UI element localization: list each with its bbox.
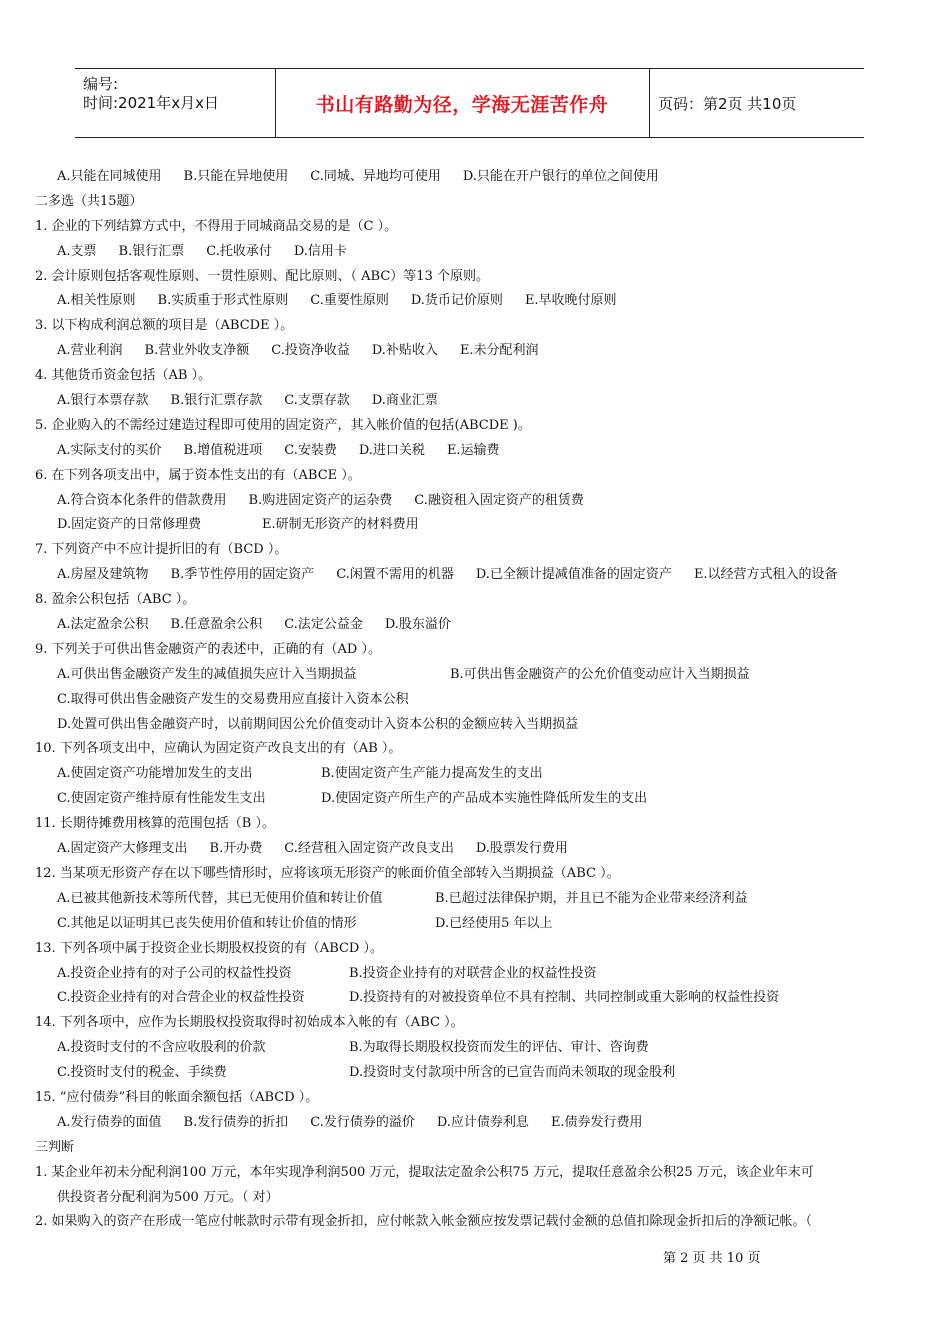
option-item: A.符合资本化条件的借款费用 xyxy=(57,492,227,508)
text-line: 6. 在下列各项支出中，属于资本性支出的有（ABCE ）。 xyxy=(35,467,361,483)
option-item: A.可供出售金融资产发生的减值损失应计入当期损益 xyxy=(57,666,357,682)
option-item: A.使固定资产功能增加发生的支出 xyxy=(57,766,253,782)
option-item: D.进口关税 xyxy=(358,442,425,458)
option-item: B.季节性停用的固定资产 xyxy=(170,567,315,583)
option-item: D.信用卡 xyxy=(293,243,347,259)
text-line: 8. 盈余公积包括（ABC ）。 xyxy=(35,592,196,608)
options-line xyxy=(35,762,915,787)
text-line: 供投资者分配利润为500 万元。（ 对） xyxy=(57,1189,279,1205)
option-item: B.购进固定资产的运杂费 xyxy=(248,492,393,508)
text-line: 7. 下列资产中不应计提折旧的有（BCD ）。 xyxy=(35,542,288,558)
option-item: C.发行债券的溢价 xyxy=(310,1114,415,1130)
options-line xyxy=(35,837,915,862)
options-line xyxy=(35,389,915,414)
options-line xyxy=(35,1036,915,1061)
header-meta-cell xyxy=(75,69,276,137)
text-line: 5. 企业购入的不需经过建造过程即可使用的固定资产，其入帐价值的包括(ABCDE )。 xyxy=(35,417,531,433)
option-item: C.安装费 xyxy=(284,442,337,458)
option-item: D.货币记价原则 xyxy=(410,293,503,309)
options-line xyxy=(35,1111,915,1136)
header-motto-cell xyxy=(275,69,650,137)
motto-text: 书山有路勤为径，学海无涯苦作舟 xyxy=(315,93,609,116)
option-item: A.房屋及建筑物 xyxy=(57,567,149,583)
option-item: A.固定资产大修理支出 xyxy=(57,841,188,857)
option-item: D.股票发行费用 xyxy=(475,841,568,857)
option-item: D.投资持有的对被投资单位不具有控制、共同控制或重大影响的权益性投资 xyxy=(349,990,780,1006)
option-item: B.为取得长期股权投资而发生的评估、审计、咨询费 xyxy=(349,1040,649,1056)
text-line: 14. 下列各项中，应作为长期股权投资取得时初始成本入帐的有（ABC ）。 xyxy=(35,1015,464,1031)
option-item: C.法定公益金 xyxy=(284,617,363,633)
time-label: 时间:2021年x月x日 xyxy=(83,94,219,112)
options-line xyxy=(35,887,915,912)
option-item: B.只能在异地使用 xyxy=(183,169,289,184)
options-line xyxy=(35,986,915,1011)
text-line: 二多选（共15题） xyxy=(35,193,143,209)
option-item: C.其他足以证明其已丧失使用价值和转让价值的情形 xyxy=(57,915,357,931)
page-label: 页码：第2页 共10页 xyxy=(658,94,797,113)
text-line: 15. “应付债券”科目的帐面余额包括（ABCD ）。 xyxy=(35,1089,319,1105)
option-item: E.未分配利润 xyxy=(459,343,539,359)
options-line xyxy=(35,713,915,738)
text-line: 三判断 xyxy=(35,1139,75,1155)
options-line xyxy=(35,339,915,364)
option-item: B.发行债券的折扣 xyxy=(183,1114,289,1130)
option-item: C.托收承付 xyxy=(206,243,272,259)
header-page-cell xyxy=(650,69,864,137)
options-line xyxy=(35,165,915,190)
option-item: D.应计债券利息 xyxy=(436,1114,529,1130)
text-line: 1. 企业的下列结算方式中，不得用于同城商品交易的是（C ）。 xyxy=(35,218,398,234)
option-item: A.银行本票存款 xyxy=(57,393,149,409)
option-item: C.经营租入固定资产改良支出 xyxy=(284,841,454,857)
option-item: D.处置可供出售金融资产时，以前期间因公允价值变动计入资本公积的金额应转入当期损益 xyxy=(57,716,579,732)
option-item: A.支票 xyxy=(57,243,97,259)
option-item: A.营业利润 xyxy=(57,343,123,359)
options-line xyxy=(35,1061,915,1086)
page-footer: 第 2 页 共 10 页 xyxy=(663,1251,761,1266)
option-item: C.取得可供出售金融资产发生的交易费用应直接计入资本公积 xyxy=(57,691,409,707)
text-line: 2. 如果购入的资产在形成一笔应付帐款时示带有现金折扣，应付帐款入帐金额应按发票记载付金额的总值扣除现金折扣后的净额记帐。（ xyxy=(35,1214,813,1230)
option-item: E.运输费 xyxy=(446,442,500,458)
option-item: A.投资企业持有的对子公司的权益性投资 xyxy=(57,965,292,981)
option-item: C.重要性原则 xyxy=(310,293,389,309)
option-item: C.融资租入固定资产的租赁费 xyxy=(414,492,584,508)
option-item: C.同城、异地均可使用 xyxy=(310,169,441,184)
option-item: D.投资时支付款项中所含的已宣告而尚未领取的现金股利 xyxy=(349,1065,676,1081)
text-line: 4. 其他货币资金包括（AB ）。 xyxy=(35,368,212,384)
option-item: A.法定盈余公积 xyxy=(57,617,149,633)
options-line xyxy=(35,563,915,588)
options-line xyxy=(35,962,915,987)
option-item: A.只能在同城使用 xyxy=(57,169,162,184)
text-line: 1. 某企业年初未分配利润100 万元，本年实现净利润500 万元，提取法定盈余公积75 万元，提取任意盈余公积25 万元，该企业年末可 xyxy=(35,1164,814,1180)
option-item: D.已经使用5 年以上 xyxy=(435,915,553,931)
options-line xyxy=(35,513,915,538)
option-item: A.发行债券的面值 xyxy=(57,1114,162,1130)
option-item: C.支票存款 xyxy=(284,393,350,409)
option-item: E.早收晚付原则 xyxy=(524,293,617,309)
option-item: B.增值税进项 xyxy=(183,442,263,458)
option-item: C.投资净收益 xyxy=(271,343,350,359)
option-item: A.相关性原则 xyxy=(57,293,136,309)
options-line xyxy=(35,289,915,314)
option-item: B.银行汇票 xyxy=(118,243,185,259)
option-item: B.使固定资产生产能力提高发生的支出 xyxy=(321,766,543,782)
option-item: C.闲置不需用的机器 xyxy=(336,567,454,583)
option-item: A.投资时支付的不含应收股利的价款 xyxy=(57,1040,266,1056)
text-line: 3. 以下构成利润总额的项目是（ABCDE ）。 xyxy=(35,318,294,334)
option-item: C.使固定资产维持原有性能发生支出 xyxy=(57,791,266,807)
text-line: 2. 会计原则包括客观性原则、一贯性原则、配比原则、（ ABC）等13 个原则。 xyxy=(35,268,489,284)
option-item: C.投资时支付的税金、手续费 xyxy=(57,1065,227,1081)
option-item: D.固定资产的日常修理费 xyxy=(57,517,202,533)
option-item: D.股东溢价 xyxy=(384,617,451,633)
text-line: 13. 下列各项中属于投资企业长期股权投资的有（ABCD ）。 xyxy=(35,940,383,956)
text-line: 10. 下列各项支出中，应确认为固定资产改良支出的有（AB ）。 xyxy=(35,741,402,757)
option-item: D.商业汇票 xyxy=(371,393,438,409)
option-item: B.银行汇票存款 xyxy=(170,393,263,409)
option-item: B.投资企业持有的对联营企业的权益性投资 xyxy=(349,965,597,981)
options-line xyxy=(35,613,915,638)
option-item: E.以经营方式租入的设备 xyxy=(693,567,838,583)
option-item: D.已全额计提减值准备的固定资产 xyxy=(475,567,672,583)
text-line: 12. 当某项无形资产存在以下哪些情形时，应将该项无形资产的帐面价值全部转入当期损益（ABC ）。 xyxy=(35,865,620,881)
page-header xyxy=(75,68,864,138)
options-line xyxy=(35,663,915,688)
option-item: D.补贴收入 xyxy=(371,343,438,359)
option-item: B.开办费 xyxy=(209,841,263,857)
options-line xyxy=(35,688,915,713)
number-label: 编号: xyxy=(83,75,119,93)
options-line xyxy=(35,240,915,265)
option-item: B.已超过法律保护期，并且已不能为企业带来经济利益 xyxy=(435,890,748,906)
options-line xyxy=(35,439,915,464)
option-item: A.实际支付的买价 xyxy=(57,442,162,458)
option-item: B.实质重于形式性原则 xyxy=(157,293,289,309)
options-line xyxy=(35,489,915,514)
option-item: E.研制无形资产的材料费用 xyxy=(262,517,419,533)
option-item: B.营业外收支净额 xyxy=(144,343,250,359)
option-item: E.债券发行费用 xyxy=(550,1114,643,1130)
options-line xyxy=(35,787,915,812)
text-line: 9. 下列关于可供出售金融资产的表述中，正确的有（AD ）。 xyxy=(35,641,381,657)
option-item: C.投资企业持有的对合营企业的权益性投资 xyxy=(57,990,305,1006)
option-item: D.使固定资产所生产的产品成本实施性降低所发生的支出 xyxy=(321,791,648,807)
text-line: 11. 长期待摊费用核算的范围包括（B ）。 xyxy=(35,816,275,832)
option-item: B.任意盈余公积 xyxy=(170,617,263,633)
option-item: A.已被其他新技术等所代替，其已无使用价值和转让价值 xyxy=(57,890,383,906)
option-item: D.只能在开户银行的单位之间使用 xyxy=(462,169,659,184)
options-line xyxy=(35,912,915,937)
document-body xyxy=(35,165,915,1235)
option-item: B.可供出售金融资产的公允价值变动应计入当期损益 xyxy=(450,666,750,682)
